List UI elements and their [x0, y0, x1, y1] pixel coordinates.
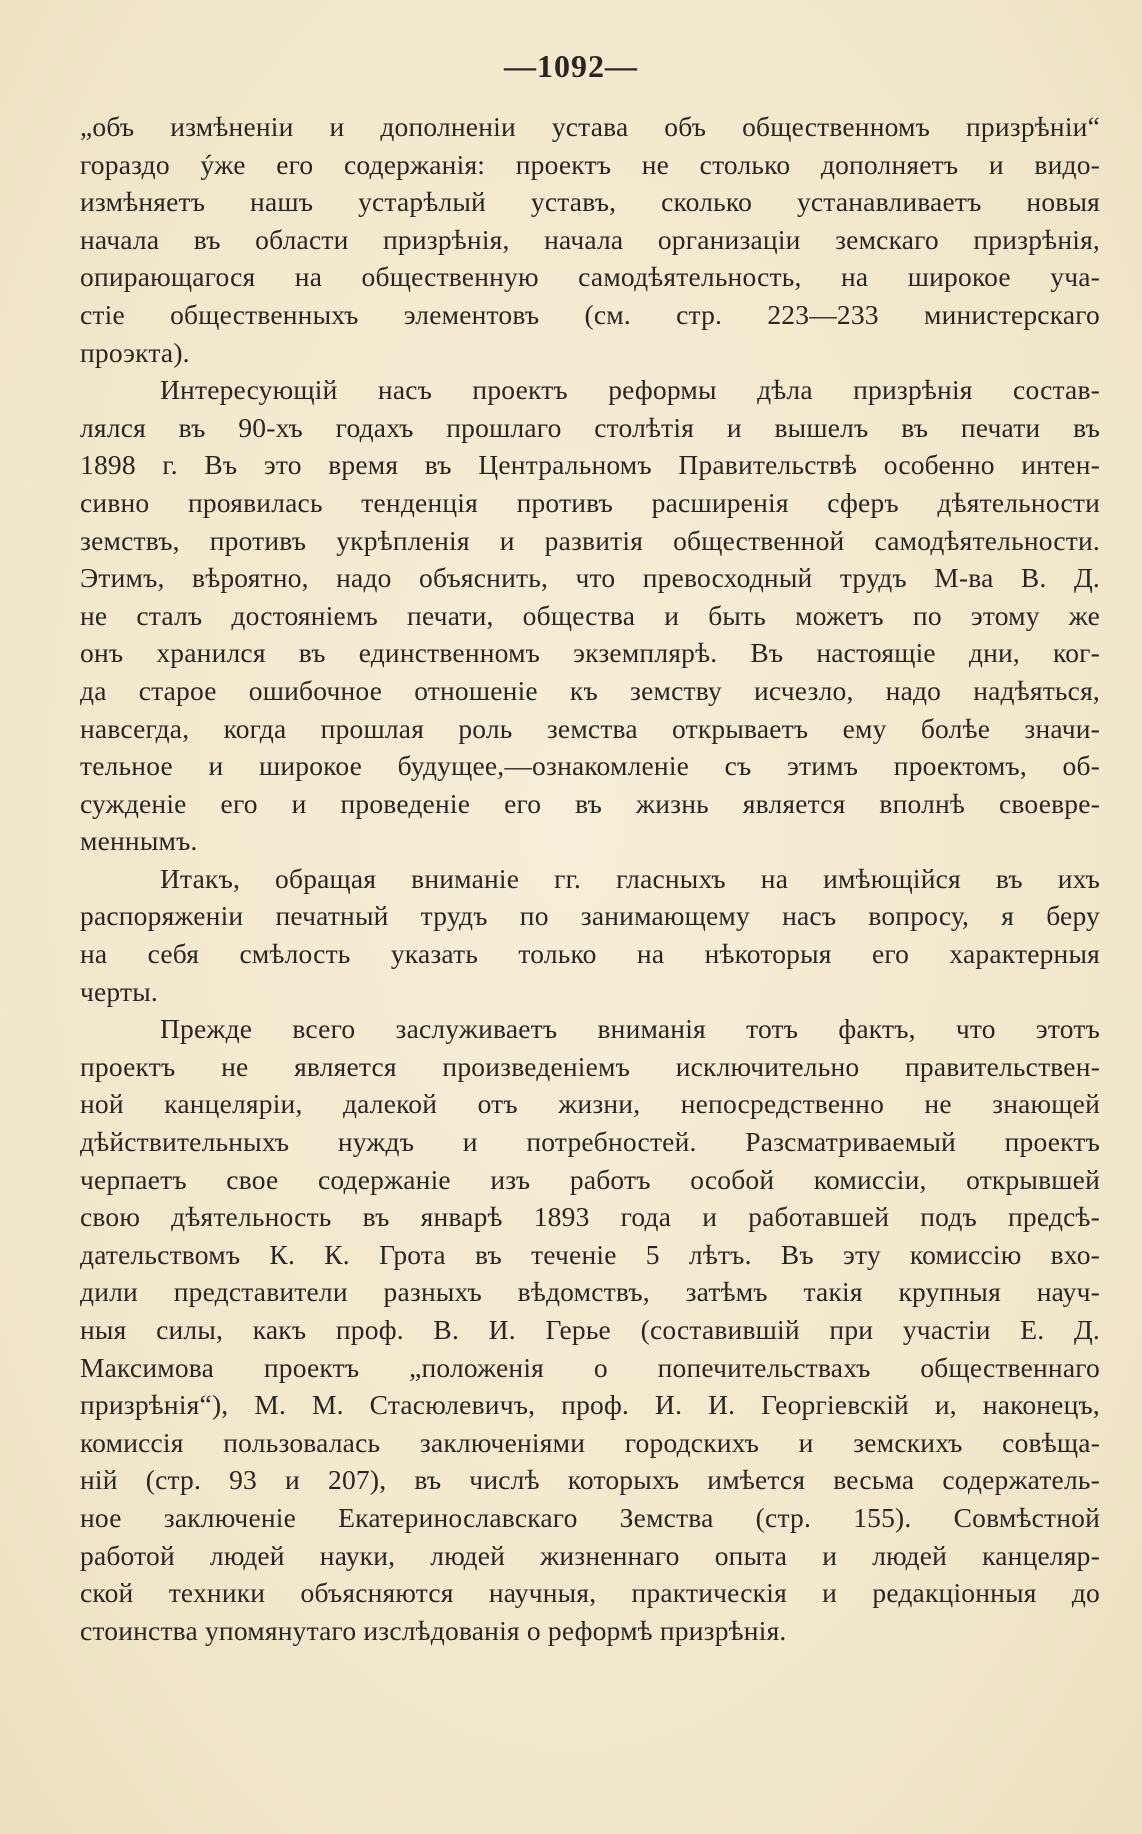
text-line: Итакъ, обращая вниманіе гг. гласныхъ на имѣющійся въ ихъ: [160, 862, 1100, 894]
text-line: ныя силы, какъ проф. В. И. Герье (составившій при участіи Е. Д.: [80, 1314, 1100, 1345]
text-line: лялся въ 90-хъ годахъ прошлаго столѣтія и вышелъ въ печати въ: [80, 411, 1100, 443]
text-line: призрѣнія“), М. М. Стасюлевичъ, проф. И. И. Георгіевскій и, наконецъ,: [80, 1389, 1100, 1421]
text-line: черты.: [80, 975, 158, 1007]
text-line: Прежде всего заслуживаетъ вниманія тотъ фактъ, что этотъ: [160, 1013, 1100, 1045]
text-line: стоинства упомянутаго изслѣдованія о реформѣ призрѣнія.: [80, 1614, 787, 1646]
text-line: дили представители разныхъ вѣдомствъ, затѣмъ такія крупныя науч-: [80, 1276, 1100, 1308]
text-line: работой людей науки, людей жизненнаго опыта и людей канцеляр-: [80, 1539, 1100, 1571]
text-line: земствъ, противъ укрѣпленія и развитія общественной самодѣятельности.: [80, 524, 1100, 556]
text-line: 1898 г. Въ это время въ Центральномъ Правительствѣ особенно интен-: [80, 449, 1100, 481]
text-line: на себя смѣлость указать только на нѣкоторыя его характерныя: [80, 938, 1100, 970]
paragraph-3: [80, 860, 1100, 1010]
paragraph-1: [80, 108, 1100, 371]
text-line: ной канцеляріи, далекой отъ жизни, непосредственно не знающей: [80, 1088, 1100, 1120]
text-line: гораздо ýже его содержанія: проектъ не столько дополняетъ и видо-: [80, 148, 1100, 180]
paragraph-4: [80, 1010, 1100, 1649]
text-line: начала въ области призрѣнія, начала организаціи земскаго призрѣнія,: [80, 223, 1100, 255]
text-line: навсегда, когда прошлая роль земства открываетъ ему болѣе значи-: [80, 712, 1100, 744]
text-line: „объ измѣненіи и дополненіи устава объ общественномъ призрѣніи“: [80, 111, 1100, 142]
text-line: сивно проявилась тенденція противъ расширенія сферъ дѣятельности: [80, 486, 1100, 518]
text-line: не сталъ достояніемъ печати, общества и быть можетъ по этому же: [80, 599, 1100, 631]
text-line: дѣйствительныхъ нуждъ и потребностей. Разсматриваемый проектъ: [80, 1126, 1100, 1158]
text-line: стіе общественныхъ элементовъ (см. стр. 223—233 министерскаго: [80, 298, 1100, 330]
text-line: комиссія пользовалась заключеніями городскихъ и земскихъ совѣща-: [80, 1426, 1100, 1458]
text-line: проэкта).: [80, 336, 190, 368]
text-line: ской техники объясняются научныя, практическія и редакціонныя до: [80, 1577, 1100, 1609]
text-line: опирающагося на общественную самодѣятельность, на широкое уча-: [80, 261, 1100, 293]
text-line: меннымъ.: [80, 825, 198, 857]
text-line: да старое ошибочное отношеніе къ земству исчезло, надо надѣяться,: [80, 674, 1100, 706]
body-text: [80, 108, 1100, 1649]
text-line: дательствомъ К. К. Грота въ теченіе 5 лѣтъ. Въ эту комиссію вхо-: [80, 1238, 1100, 1270]
text-line: проектъ не является произведеніемъ исключительно правительствен-: [80, 1050, 1100, 1082]
page-number: —1092—: [504, 48, 638, 84]
text-line: ное заключеніе Екатеринославскаго Земства (стр. 155). Совмѣстной: [80, 1501, 1100, 1533]
text-line: сужденіе его и проведеніе его въ жизнь является вполнѣ своевре-: [80, 787, 1100, 819]
text-line: онъ хранился въ единственномъ экземплярѣ. Въ настоящіе дни, ког-: [80, 637, 1100, 669]
text-line: тельное и широкое будущее,—ознакомленіе съ этимъ проектомъ, об-: [80, 750, 1100, 782]
text-line: Максимова проектъ „положенія о попечительствахъ общественнаго: [80, 1351, 1100, 1383]
text-line: черпаетъ свое содержаніе изъ работъ особой комиссіи, открывшей: [80, 1163, 1100, 1195]
text-line: Этимъ, вѣроятно, надо объяснить, что превосходный трудъ М-ва В. Д.: [80, 562, 1100, 594]
text-line: свою дѣятельность въ январѣ 1893 года и работавшей подъ предсѣ-: [80, 1201, 1100, 1233]
text-line: ній (стр. 93 и 207), въ числѣ которыхъ имѣется весьма содержатель-: [80, 1464, 1100, 1496]
text-line: распоряженіи печатный трудъ по занимающему насъ вопросу, я беру: [80, 900, 1100, 932]
text-line: Интересующій насъ проектъ реформы дѣла призрѣнія состав-: [160, 374, 1100, 406]
paragraph-2: [80, 371, 1100, 860]
text-line: измѣняетъ нашъ устарѣлый уставъ, сколько устанавливаетъ новыя: [80, 186, 1100, 218]
